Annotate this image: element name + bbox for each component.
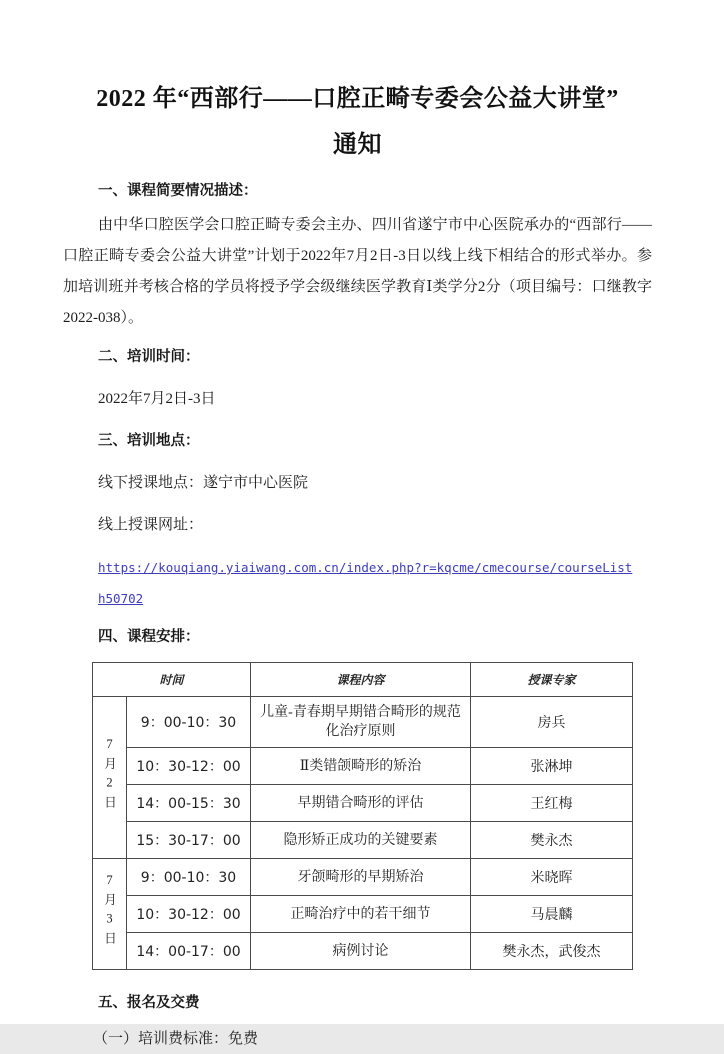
col-header-content: 课程内容 [251,663,471,697]
date-cell-day1 [93,697,127,859]
section-heading-3: 三、培训地点： [98,433,200,449]
col-header-time: 时间 [93,663,251,697]
document-title [63,76,652,168]
topic-cell: Ⅱ类错颌畸形的矫治 [251,748,471,785]
topic-cell: 正畸治疗中的若干细节 [251,896,471,933]
expert-cell: 张淋坤 [471,748,633,785]
time-cell: 14：00-15：30 [127,785,251,822]
section-heading-2: 二、培训时间： [98,349,200,365]
course-description: 由中华口腔医学会口腔正畸专委会主办、四川省遂宁市中心医院承办的“西部行——口腔正畸专委会公益大讲堂”计划于2022年7月2日-3日以线上线下相结合的形式举办。参加培训班并考核合格的学员将授予学会级继续医学教育Ⅰ类学分2分（项目编号：口继教字2022-038）。 [63,217,652,326]
date-cell-day2 [93,859,127,970]
expert-cell: 房兵 [471,697,633,748]
time-cell: 9：00-10：30 [127,697,251,748]
time-cell: 10：30-12：00 [127,748,251,785]
online-url-label: 线上授课网址： [98,517,204,533]
section-heading-4: 四、课程安排： [98,629,200,645]
table-row [93,748,633,785]
table-row [93,859,633,896]
expert-cell: 樊永杰，武俊杰 [471,933,633,970]
fee-standard: （一）培训费标准：免费 [93,1031,259,1047]
section-heading-1: 一、课程简要情况描述： [98,183,258,199]
offline-venue: 线下授课地点：遂宁市中心医院 [98,475,309,491]
topic-cell: 病例讨论 [251,933,471,970]
expert-cell: 王红梅 [471,785,633,822]
time-cell: 14：00-17：00 [127,933,251,970]
online-course-link[interactable]: https://kouqiang.yiaiwang.com.cn/index.php?r=kqcme/cmecourse/courseListh50702 [98,560,633,606]
topic-cell: 早期错合畸形的评估 [251,785,471,822]
table-row [93,896,633,933]
title-line-1: 2022 年“西部行——口腔正畸专委会公益大讲堂” [96,86,619,112]
table-row [93,933,633,970]
expert-cell: 樊永杰 [471,822,633,859]
schedule-table [92,662,633,970]
expert-cell: 米晓晖 [471,859,633,896]
online-url-wrap [98,552,638,614]
section-heading-5: 五、报名及交费 [98,995,200,1011]
col-header-expert: 授课专家 [471,663,633,697]
table-row [93,785,633,822]
time-cell: 10：30-12：00 [127,896,251,933]
expert-cell: 马晨麟 [471,896,633,933]
time-cell: 15：30-17：00 [127,822,251,859]
topic-cell: 儿童-青春期早期错合畸形的规范化治疗原则 [251,697,471,748]
time-cell: 9：00-10：30 [127,859,251,896]
title-line-2: 通知 [333,132,382,158]
table-row [93,697,633,748]
training-date: 2022年7月2日-3日 [98,391,216,407]
topic-cell: 隐形矫正成功的关键要素 [251,822,471,859]
date-vertical-text: 7月3日 [102,873,117,950]
topic-cell: 牙颌畸形的早期矫治 [251,859,471,896]
table-header-row [93,663,633,697]
date-vertical-text: 7月2日 [102,736,117,814]
table-row [93,822,633,859]
